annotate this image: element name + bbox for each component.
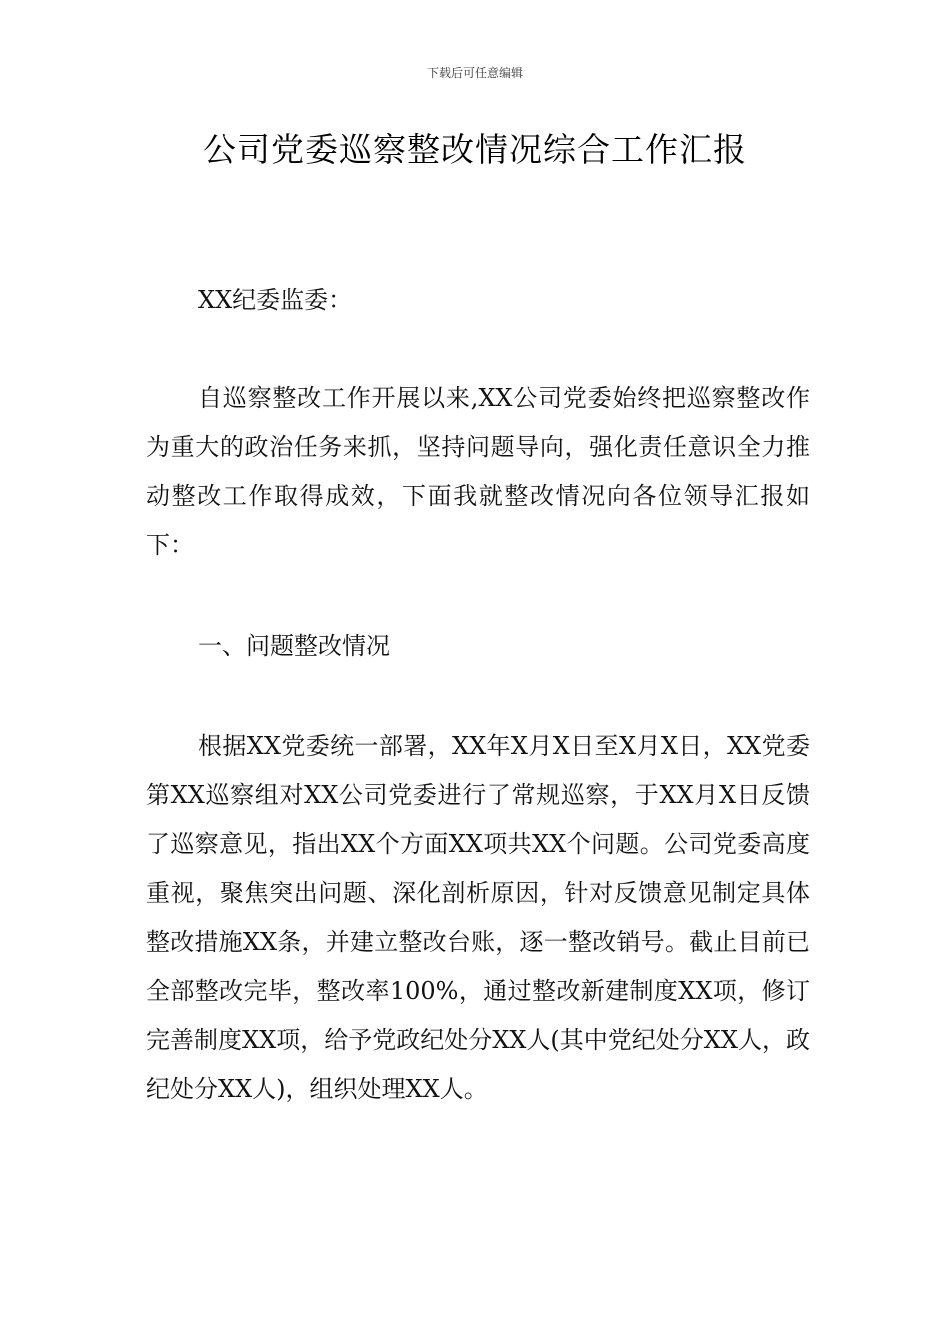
intro-paragraph: 自巡察整改工作开展以来,XX公司党委始终把巡察整改作为重大的政治任务来抓，坚持问题导向，强化责任意识全力推动整改工作取得成效，下面我就整改情况向各位领导汇报如下：: [146, 384, 810, 559]
header-note: 下载后可任意编辑: [426, 66, 523, 80]
body-paragraph: 根据XX党委统一部署，XX年X月X日至X月X日，XX党委第XX巡察组对XX公司党委进行了常规巡察，于XX月X日反馈了巡察意见，指出XX个方面XX项共XX个问题。公司党委高度重视，聚焦突出问题、深化剖析原因，针对反馈意见制定具体整改措施XX条，并建立整改台账，逐一整改销号。截止目前已全部整改完毕，整改率100%，通过整改新建制度XX项，修订完善制度XX项，给予党政纪处分XX人(其中党纪处分XX人，政纪处分XX人)，组织处理XX人。: [146, 732, 810, 1103]
document-title: 公司党委巡察整改情况综合工作汇报: [203, 130, 747, 169]
salutation: XX纪委监委：: [198, 286, 353, 314]
section-heading: 一、问题整改情况: [198, 632, 390, 660]
